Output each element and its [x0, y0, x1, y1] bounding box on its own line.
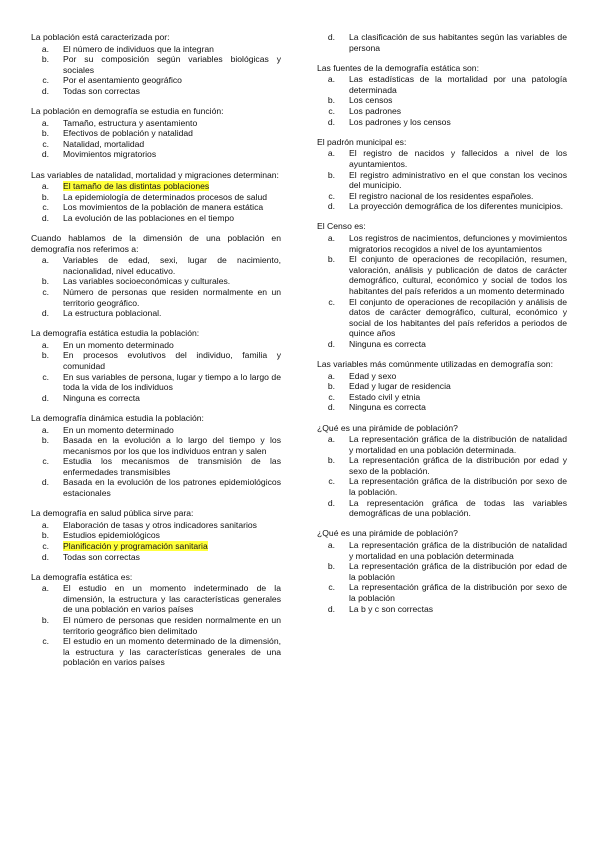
question-block: [31, 170, 281, 224]
question-text: La población está caracterizada por:: [31, 32, 170, 42]
option-letter: d.: [41, 477, 49, 488]
option-letter: b.: [41, 54, 49, 65]
option-text: [63, 149, 281, 160]
option-text: [349, 371, 567, 382]
question-text: La demografía estática estudia la población:: [31, 328, 200, 339]
option-letter: a.: [327, 233, 335, 243]
option-letter: a.: [41, 339, 49, 350]
answer-option: [31, 393, 281, 404]
answer-option: [31, 202, 281, 213]
option-letter: b.: [327, 455, 335, 466]
option-letter: b.: [41, 128, 49, 139]
question-block: [31, 233, 281, 319]
option-text: [349, 297, 567, 339]
option-letter: c.: [42, 456, 49, 467]
option-text: [349, 148, 567, 169]
option-label: El conjunto de operaciones de recopilación y análisis de datos de carácter demográfico, cultural, económico y social de los habitantes del país referidos a periodos de quince años: [349, 296, 567, 339]
option-text: [63, 583, 281, 615]
option-letter: a.: [41, 43, 49, 54]
option-letter: d.: [327, 603, 335, 614]
option-text: [349, 540, 567, 561]
question-block: [31, 32, 281, 97]
option-label: El estudio en un momento determinado de la dimensión, la estructura y las características generales de una población en varios países: [63, 636, 281, 668]
options-list: [31, 340, 281, 404]
question-block: [317, 32, 567, 53]
option-letter: d.: [41, 212, 49, 223]
option-text: [63, 86, 281, 97]
options-list: [31, 255, 281, 319]
option-letter: c.: [42, 540, 49, 551]
answer-option: [31, 530, 281, 541]
answer-option: [317, 148, 567, 169]
answer-option: [31, 255, 281, 276]
answer-option: [31, 615, 281, 636]
question-text: Las variables más comúnmente utilizadas en demografía son:: [317, 359, 553, 370]
option-text: [63, 54, 281, 75]
option-letter: a.: [327, 148, 335, 159]
option-label: Todas son correctas: [63, 551, 140, 562]
option-label: Edad y sexo: [349, 370, 397, 381]
answer-option: [317, 106, 567, 117]
option-letter: d.: [41, 149, 49, 160]
options-list: [317, 32, 567, 53]
answer-option: [31, 75, 281, 86]
option-text: [63, 520, 281, 531]
option-letter: b.: [327, 381, 335, 392]
answer-option: [31, 44, 281, 55]
options-list: [317, 148, 567, 212]
option-text: [63, 308, 281, 319]
right-column: [317, 32, 567, 624]
option-letter: b.: [327, 254, 335, 265]
answer-option: [317, 339, 567, 350]
question-text: La población en demografía se estudia en función:: [31, 106, 224, 117]
answer-option: [317, 191, 567, 202]
option-text: [349, 95, 567, 106]
option-letter: a.: [41, 583, 49, 594]
question-text: Cuando hablamos de la dimensión de una población en demografía nos referimos a:: [31, 233, 281, 254]
answer-option: [31, 54, 281, 75]
option-text: [63, 477, 281, 498]
option-letter: a.: [327, 74, 335, 85]
option-label: La estructura poblacional.: [63, 308, 162, 319]
option-label: El registro de nacidos y fallecidos a nivel de los ayuntamientos.: [349, 148, 567, 169]
question-text: La demografía estática es:: [31, 571, 133, 582]
option-letter: c.: [328, 476, 335, 487]
option-label: En procesos evolutivos del individuo, familia y comunidad: [63, 350, 281, 372]
question-block: [31, 413, 281, 499]
option-text: [349, 106, 567, 117]
option-label: El número de individuos que la integran: [63, 43, 214, 54]
option-letter: d.: [41, 308, 49, 319]
option-label: La representación gráfica de la distribución por edad y sexo de la población.: [349, 455, 567, 476]
option-text: [63, 615, 281, 636]
option-text: [349, 498, 567, 519]
question-block: [31, 572, 281, 668]
option-label: Elaboración de tasas y otros indicadores sanitarios: [63, 519, 257, 530]
options-list: [31, 118, 281, 160]
option-text: [63, 393, 281, 404]
option-text: [63, 425, 281, 436]
options-list: [31, 425, 281, 499]
option-label: Estado civil y etnia: [349, 391, 421, 402]
option-label: Ninguna es correcta: [349, 338, 426, 349]
answer-option: [317, 74, 567, 95]
option-label: Las variables socioeconómicas y culturales.: [63, 276, 231, 287]
options-list: [31, 44, 281, 97]
options-list: [317, 74, 567, 127]
option-letter: c.: [328, 106, 335, 117]
answer-option: [31, 636, 281, 668]
option-text: [63, 287, 281, 308]
option-label: Ninguna es correcta: [349, 402, 426, 413]
option-label: Variables de edad, sexi, lugar de nacimiento, nacionalidad, nivel educativo.: [63, 255, 281, 276]
option-letter: c.: [328, 190, 335, 201]
option-text: [349, 74, 567, 95]
option-text: [63, 75, 281, 86]
answer-option: [31, 552, 281, 563]
options-list: [31, 520, 281, 562]
option-letter: c.: [328, 296, 335, 307]
option-letter: a.: [41, 255, 49, 266]
option-text: [63, 128, 281, 139]
option-label: Por su composición según variables biológicas y sociales: [63, 54, 281, 75]
options-list: [31, 181, 281, 223]
question-text: ¿Qué es una pirámide de población?: [317, 422, 458, 433]
option-label: Las estadísticas de la mortalidad por una patología determinada: [349, 74, 567, 95]
question-text: La demografía dinámica estudia la población:: [31, 412, 204, 423]
option-letter: b.: [327, 169, 335, 180]
answer-option: [317, 170, 567, 191]
answer-option: [317, 201, 567, 212]
answer-option: [317, 117, 567, 128]
option-letter: b.: [41, 191, 49, 202]
answer-option: [31, 192, 281, 203]
option-text: [63, 636, 281, 668]
option-letter: b.: [41, 350, 49, 361]
answer-option: [31, 213, 281, 224]
question-block: [317, 63, 567, 128]
option-letter: c.: [42, 75, 49, 86]
answer-option: [317, 95, 567, 106]
option-label: Basada en la evolución de los patrones epidemiológicos estacionales: [63, 477, 281, 499]
options-list: [31, 583, 281, 668]
option-text: [349, 117, 567, 128]
question-block: [31, 508, 281, 562]
option-label: El tamaño de las distintas poblaciones: [63, 181, 210, 192]
question-text: Las fuentes de la demografía estática son:: [317, 62, 479, 73]
option-text: [349, 604, 567, 615]
option-text: [349, 455, 567, 476]
option-letter: d.: [327, 201, 335, 212]
answer-option: [31, 149, 281, 160]
option-letter: c.: [328, 391, 335, 402]
option-letter: d.: [327, 497, 335, 508]
option-letter: c.: [42, 138, 49, 149]
answer-option: [31, 287, 281, 308]
option-text: [63, 192, 281, 203]
option-label: El número de personas que residen normalmente en un territorio geográfico bien delimitado: [63, 615, 281, 636]
option-label: Movimientos migratorios: [63, 149, 157, 160]
left-column: [31, 32, 281, 677]
option-label: Los movimientos de la población de manera estática: [63, 202, 264, 213]
option-text: [63, 118, 281, 129]
option-label: Estudios epidemiológicos: [63, 530, 160, 541]
answer-option: [31, 350, 281, 371]
option-letter: a.: [327, 539, 335, 550]
answer-option: [317, 476, 567, 497]
option-text: [349, 561, 567, 582]
option-letter: d.: [327, 338, 335, 349]
question-block: [31, 328, 281, 403]
options-list: [317, 540, 567, 614]
option-letter: d.: [41, 551, 49, 562]
option-letter: a.: [41, 424, 49, 435]
option-text: [349, 254, 567, 296]
option-letter: d.: [41, 85, 49, 96]
option-label: Planificación y programación sanitaria: [63, 540, 208, 551]
option-text: [349, 476, 567, 497]
option-text: [349, 233, 567, 254]
answer-option: [317, 371, 567, 382]
option-letter: a.: [327, 370, 335, 381]
answer-option: [31, 308, 281, 319]
option-label: La representación gráfica de la distribución de natalidad y mortalidad en una población determinada: [349, 539, 567, 561]
option-label: Ninguna es correcta: [63, 392, 140, 403]
option-letter: c.: [328, 582, 335, 593]
answer-option: [31, 128, 281, 139]
option-label: Edad y lugar de residencia: [349, 381, 451, 392]
option-label: La representación gráfica de todas las variables demográficas de una población.: [349, 497, 567, 519]
question-text: El padrón municipal es:: [317, 136, 407, 147]
answer-option: [31, 181, 281, 192]
option-text: [63, 213, 281, 224]
question-block: [317, 359, 567, 413]
option-text: [349, 434, 567, 455]
options-list: [317, 434, 567, 519]
option-text: [63, 552, 281, 563]
answer-option: [317, 254, 567, 296]
option-label: El estudio en un momento indeterminado de la dimensión, la estructura y las características generales de una población en varios países: [63, 583, 281, 615]
option-letter: a.: [41, 117, 49, 128]
answer-option: [31, 477, 281, 498]
option-letter: a.: [41, 181, 49, 192]
answer-option: [317, 32, 567, 53]
option-letter: b.: [41, 530, 49, 541]
answer-option: [31, 541, 281, 552]
option-label: La representación gráfica de la distribución por sexo de la población: [349, 582, 567, 603]
option-letter: b.: [327, 561, 335, 572]
option-letter: b.: [327, 95, 335, 106]
answer-option: [317, 498, 567, 519]
option-text: [63, 530, 281, 541]
option-text: [63, 202, 281, 213]
question-block: [317, 137, 567, 212]
answer-option: [317, 392, 567, 403]
option-text: [63, 435, 281, 456]
option-text: [63, 255, 281, 276]
answer-option: [31, 435, 281, 456]
option-label: Los censos: [349, 95, 393, 106]
question-block: [317, 528, 567, 614]
option-letter: c.: [42, 286, 49, 297]
answer-option: [317, 381, 567, 392]
option-label: La representación gráfica de la distribución por sexo de la población.: [349, 476, 567, 498]
answer-option: [317, 434, 567, 455]
option-label: Efectivos de población y natalidad: [63, 128, 193, 139]
option-label: Los padrones y los censos: [349, 116, 451, 127]
option-letter: d.: [41, 392, 49, 403]
option-letter: c.: [42, 202, 49, 213]
option-text: [349, 402, 567, 413]
options-list: [317, 371, 567, 413]
option-text: [349, 170, 567, 191]
answer-option: [31, 520, 281, 531]
answer-option: [31, 583, 281, 615]
answer-option: [31, 372, 281, 393]
answer-option: [31, 276, 281, 287]
option-label: En un momento determinado: [63, 339, 174, 350]
question-text: El Censo es:: [317, 221, 366, 232]
answer-option: [317, 233, 567, 254]
option-label: Por el asentamiento geográfico: [63, 75, 182, 86]
option-label: Los padrones: [349, 106, 402, 117]
option-text: [349, 381, 567, 392]
option-text: [349, 392, 567, 403]
answer-option: [317, 561, 567, 582]
option-label: Número de personas que residen normalmente en un territorio geográfico.: [63, 286, 281, 308]
answer-option: [317, 297, 567, 339]
answer-option: [31, 425, 281, 436]
option-label: La epidemiología de determinados procesos de salud: [63, 191, 267, 202]
question-block: [317, 221, 567, 349]
options-list: [317, 233, 567, 350]
answer-option: [31, 86, 281, 97]
option-label: La proyección demográfica de los diferentes municipios.: [349, 201, 564, 212]
option-letter: b.: [41, 276, 49, 287]
highlighted-answer-text: [63, 181, 281, 192]
answer-option: [317, 540, 567, 561]
question-text: Las variables de natalidad, mortalidad y migraciones determinan:: [31, 169, 279, 180]
option-label: Todas son correctas: [63, 85, 140, 96]
option-label: La b y c son correctas: [349, 603, 434, 614]
answer-option: [31, 118, 281, 129]
question-block: [317, 423, 567, 519]
option-label: El conjunto de operaciones de recopilación, resumen, valoración, análisis y publicación de datos de carácter demográfico, cultural, económico y social de todos los habitantes del país referidos a un momento determinado: [349, 254, 567, 296]
option-label: El registro administrativo en el que constan los vecinos del municipio.: [349, 169, 567, 191]
option-letter: d.: [327, 32, 335, 42]
question-block: [31, 106, 281, 160]
option-text: [63, 139, 281, 150]
option-text: [63, 350, 281, 371]
option-label: El registro nacional de los residentes españoles.: [349, 190, 534, 201]
answer-option: [31, 139, 281, 150]
option-letter: b.: [41, 435, 49, 446]
option-text: [349, 32, 567, 53]
option-letter: d.: [327, 402, 335, 413]
option-text: [349, 339, 567, 350]
answer-option: [317, 402, 567, 413]
option-label: Basada en la evolución a lo largo del tiempo y los mecanismos por los que los individuos entran y salen: [63, 435, 281, 456]
option-label: La clasificación de sus habitantes según las variables de persona: [349, 32, 567, 53]
highlighted-answer-text: [63, 541, 281, 552]
option-letter: b.: [41, 615, 49, 625]
option-label: La representación gráfica de la distribución de natalidad y mortalidad en una población determinada.: [349, 434, 567, 455]
option-label: La representación gráfica de la distribución por edad de la población: [349, 561, 567, 582]
option-text: [63, 456, 281, 477]
option-letter: a.: [41, 519, 49, 530]
option-label: Estudia los mecanismos de transmisión de las enfermedades transmisibles: [63, 456, 281, 477]
option-label: Los registros de nacimientos, defunciones y movimientos migratorios recogidos a nivel de los ayuntamientos: [349, 233, 567, 254]
option-text: [63, 340, 281, 351]
option-label: Natalidad, mortalidad: [63, 138, 145, 149]
option-label: En un momento determinado: [63, 424, 174, 435]
question-text: La demografía en salud pública sirve para:: [31, 508, 194, 519]
option-letter: a.: [327, 434, 335, 445]
option-label: Tamaño, estructura y asentamiento: [63, 117, 198, 128]
option-letter: c.: [42, 371, 49, 382]
option-letter: d.: [327, 116, 335, 127]
option-text: [349, 191, 567, 202]
question-text: ¿Qué es una pirámide de población?: [317, 528, 458, 539]
option-label: La evolución de las poblaciones en el tiempo: [63, 212, 235, 223]
option-label: En sus variables de persona, lugar y tiempo a lo largo de toda la vida de los individuos: [63, 371, 281, 393]
answer-option: [31, 340, 281, 351]
option-text: [63, 44, 281, 55]
answer-option: [317, 455, 567, 476]
answer-option: [317, 604, 567, 615]
option-text: [63, 276, 281, 287]
answer-option: [31, 456, 281, 477]
answer-option: [317, 582, 567, 603]
option-text: [349, 582, 567, 603]
option-text: [349, 201, 567, 212]
option-letter: c.: [42, 636, 49, 647]
option-text: [63, 372, 281, 393]
